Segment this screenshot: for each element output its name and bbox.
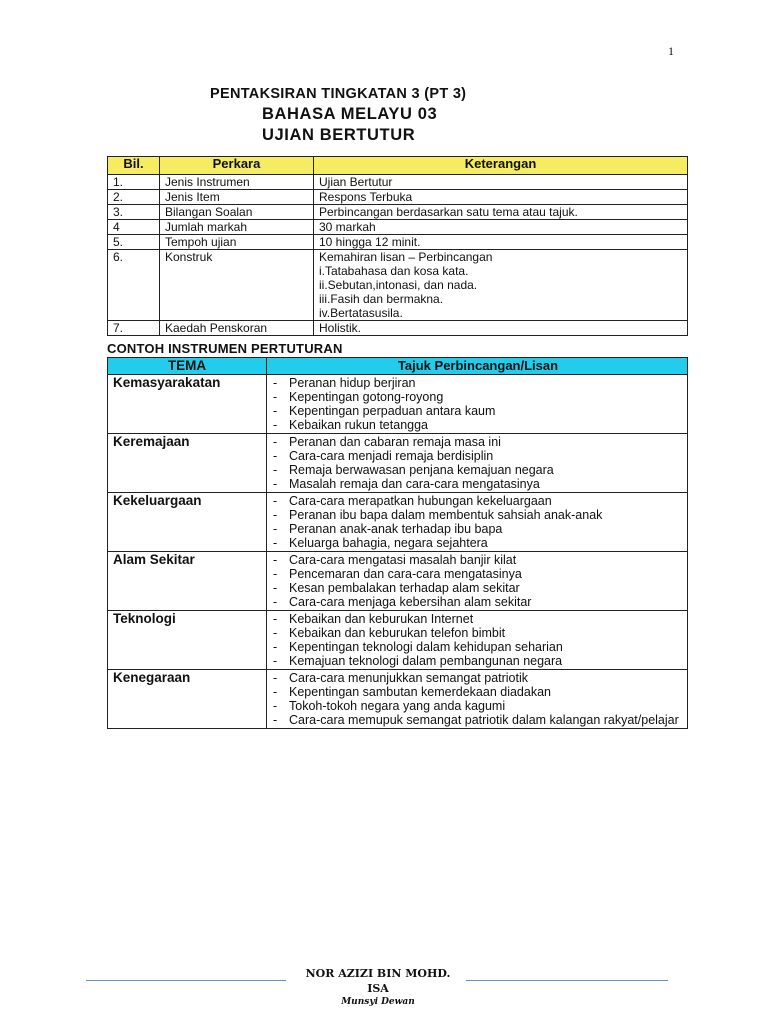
title-line-2: BAHASA MELAYU 03: [262, 105, 438, 123]
dash-bullet-icon: -: [273, 404, 278, 418]
theme-topics: [267, 670, 688, 729]
theme-topics: [267, 493, 688, 552]
theme-topics: [267, 375, 688, 434]
topic-text: Peranan dan cabaran remaja masa ini: [289, 435, 501, 449]
info-keterangan-line: 30 markah: [319, 220, 376, 234]
topic-text: Tokoh-tokoh negara yang anda kagumi: [289, 699, 506, 713]
topic-text: Cara-cara menjaga kebersihan alam sekitar: [289, 595, 532, 609]
theme-topics: [267, 552, 688, 611]
topic-item: [273, 654, 683, 668]
theme-row: [108, 493, 688, 552]
info-cell-bil: 4: [108, 220, 160, 235]
footer-author-line-1: NOR AZIZI BIN MOHD.: [305, 967, 451, 980]
theme-name: Keremajaan: [108, 434, 267, 493]
topic-item: [273, 418, 683, 432]
topic-item: [273, 494, 683, 508]
footer-author-line-2: ISA: [367, 982, 389, 995]
header-tema: TEMA: [108, 358, 267, 375]
theme-row: [108, 611, 688, 670]
header-perkara: Perkara: [160, 157, 314, 175]
theme-row: [108, 670, 688, 729]
info-cell-perkara: Tempoh ujian: [160, 235, 314, 250]
info-row: [108, 250, 688, 321]
info-keterangan-line: Holistik.: [319, 321, 362, 335]
topic-item: [273, 567, 683, 581]
dash-bullet-icon: -: [273, 553, 278, 567]
theme-topics: [267, 434, 688, 493]
info-cell-keterangan: [314, 250, 688, 321]
info-cell-perkara: Jumlah markah: [160, 220, 314, 235]
topic-item: [273, 463, 683, 477]
theme-row: [108, 375, 688, 434]
topic-text: Kebaikan dan keburukan Internet: [289, 612, 474, 626]
topic-item: [273, 376, 683, 390]
dash-bullet-icon: -: [273, 640, 278, 654]
topic-item: [273, 595, 683, 609]
footer-rule-left: [86, 980, 286, 981]
section-heading: CONTOH INSTRUMEN PERTUTURAN: [107, 341, 343, 356]
topic-text: Cara-cara memupuk semangat patriotik dalam kalangan rakyat/pelajar: [289, 713, 679, 727]
info-cell-keterangan: [314, 235, 688, 250]
topic-text: Pencemaran dan cara-cara mengatasinya: [289, 567, 522, 581]
topic-item: [273, 390, 683, 404]
topic-text: Kebaikan rukun tetangga: [289, 418, 428, 432]
topic-text: Keluarga bahagia, negara sejahtera: [289, 536, 488, 550]
topic-item: [273, 404, 683, 418]
theme-name: Alam Sekitar: [108, 552, 267, 611]
dash-bullet-icon: -: [273, 595, 278, 609]
info-cell-keterangan: [314, 190, 688, 205]
info-cell-bil: 6.: [108, 250, 160, 321]
topic-item: [273, 581, 683, 595]
topic-item: [273, 435, 683, 449]
info-cell-perkara: Konstruk: [160, 250, 314, 321]
info-cell-perkara: Jenis Item: [160, 190, 314, 205]
info-row: [108, 205, 688, 220]
info-keterangan-line: Ujian Bertutur: [319, 175, 393, 189]
info-cell-perkara: Jenis Instrumen: [160, 175, 314, 190]
info-cell-perkara: Bilangan Soalan: [160, 205, 314, 220]
dash-bullet-icon: -: [273, 654, 278, 668]
info-row: [108, 190, 688, 205]
info-keterangan-line: ii.Sebutan,intonasi, dan nada.: [319, 278, 478, 292]
footer-rule-right: [466, 980, 668, 981]
topic-text: Cara-cara mengatasi masalah banjir kilat: [289, 553, 517, 567]
dash-bullet-icon: -: [273, 612, 278, 626]
theme-name: Kemasyarakatan: [108, 375, 267, 434]
dash-bullet-icon: -: [273, 449, 278, 463]
dash-bullet-icon: -: [273, 522, 278, 536]
topic-item: [273, 522, 683, 536]
topic-text: Peranan hidup berjiran: [289, 376, 416, 390]
topic-text: Cara-cara menunjukkan semangat patriotik: [289, 671, 529, 685]
topic-text: Peranan ibu bapa dalam membentuk sahsiah anak-anak: [289, 508, 603, 522]
dash-bullet-icon: -: [273, 567, 278, 581]
topic-item: [273, 713, 683, 727]
topic-item: [273, 640, 683, 654]
title-line-3: UJIAN BERTUTUR: [262, 126, 416, 144]
topic-item: [273, 449, 683, 463]
info-cell-bil: 5.: [108, 235, 160, 250]
info-keterangan-line: Respons Terbuka: [319, 190, 413, 204]
info-row: [108, 175, 688, 190]
topic-item: [273, 536, 683, 550]
info-cell-bil: 3.: [108, 205, 160, 220]
theme-name: Teknologi: [108, 611, 267, 670]
theme-row: [108, 434, 688, 493]
topic-item: [273, 508, 683, 522]
topic-text: Kepentingan perpaduan antara kaum: [289, 404, 496, 418]
topic-text: Kemajuan teknologi dalam pembangunan negara: [289, 654, 563, 668]
info-row: [108, 321, 688, 336]
theme-name: Kenegaraan: [108, 670, 267, 729]
info-row: [108, 220, 688, 235]
topic-text: Cara-cara menjadi remaja berdisiplin: [289, 449, 494, 463]
theme-topics: [267, 611, 688, 670]
dash-bullet-icon: -: [273, 508, 278, 522]
dash-bullet-icon: -: [273, 477, 278, 491]
dash-bullet-icon: -: [273, 685, 278, 699]
topic-item: [273, 477, 683, 491]
info-cell-bil: 7.: [108, 321, 160, 336]
info-keterangan-line: Kemahiran lisan – Perbincangan: [319, 250, 493, 264]
footer-author: [290, 966, 466, 996]
info-keterangan-line: iv.Bertatasusila.: [319, 306, 403, 320]
topic-item: [273, 699, 683, 713]
theme-row: [108, 552, 688, 611]
dash-bullet-icon: -: [273, 418, 278, 432]
info-table: [107, 156, 688, 336]
topic-item: [273, 626, 683, 640]
dash-bullet-icon: -: [273, 390, 278, 404]
info-keterangan-line: i.Tatabahasa dan kosa kata.: [319, 264, 469, 278]
topic-item: [273, 671, 683, 685]
dash-bullet-icon: -: [273, 713, 278, 727]
dash-bullet-icon: -: [273, 671, 278, 685]
info-keterangan-line: 10 hingga 12 minit.: [319, 235, 421, 249]
topic-text: Peranan anak-anak terhadap ibu bapa: [289, 522, 503, 536]
topic-text: Kepentingan teknologi dalam kehidupan seharian: [289, 640, 563, 654]
dash-bullet-icon: -: [273, 463, 278, 477]
dash-bullet-icon: -: [273, 699, 278, 713]
header-keterangan: Keterangan: [314, 157, 688, 175]
info-cell-keterangan: [314, 220, 688, 235]
dash-bullet-icon: -: [273, 581, 278, 595]
dash-bullet-icon: -: [273, 435, 278, 449]
topic-text: Kesan pembalakan terhadap alam sekitar: [289, 581, 520, 595]
info-cell-keterangan: [314, 175, 688, 190]
dash-bullet-icon: -: [273, 626, 278, 640]
theme-table: [107, 357, 688, 729]
topic-item: [273, 612, 683, 626]
topic-item: [273, 553, 683, 567]
info-cell-bil: 1.: [108, 175, 160, 190]
topic-text: Kepentingan gotong-royong: [289, 390, 444, 404]
theme-name: Kekeluargaan: [108, 493, 267, 552]
info-table-header: [108, 157, 688, 175]
header-bil: Bil.: [108, 157, 160, 175]
theme-table-header: [108, 358, 688, 375]
info-cell-perkara: Kaedah Penskoran: [160, 321, 314, 336]
footer-subtitle: Munsyi Dewan: [341, 997, 415, 1007]
dash-bullet-icon: -: [273, 494, 278, 508]
topic-text: Cara-cara merapatkan hubungan kekeluargaan: [289, 494, 552, 508]
page-number: 1: [668, 44, 674, 58]
info-keterangan-line: Perbincangan berdasarkan satu tema atau tajuk.: [319, 205, 578, 219]
dash-bullet-icon: -: [273, 376, 278, 390]
title-line-1: PENTAKSIRAN TINGKATAN 3 (PT 3): [210, 86, 467, 102]
info-cell-bil: 2.: [108, 190, 160, 205]
topic-item: [273, 685, 683, 699]
topic-text: Kepentingan sambutan kemerdekaan diadakan: [289, 685, 551, 699]
info-cell-keterangan: [314, 321, 688, 336]
info-cell-keterangan: [314, 205, 688, 220]
topic-text: Masalah remaja dan cara-cara mengatasinya: [289, 477, 540, 491]
header-tajuk: Tajuk Perbincangan/Lisan: [267, 358, 688, 375]
info-row: [108, 235, 688, 250]
info-keterangan-line: iii.Fasih dan bermakna.: [319, 292, 444, 306]
topic-text: Remaja berwawasan penjana kemajuan negara: [289, 463, 554, 477]
dash-bullet-icon: -: [273, 536, 278, 550]
topic-text: Kebaikan dan keburukan telefon bimbit: [289, 626, 506, 640]
